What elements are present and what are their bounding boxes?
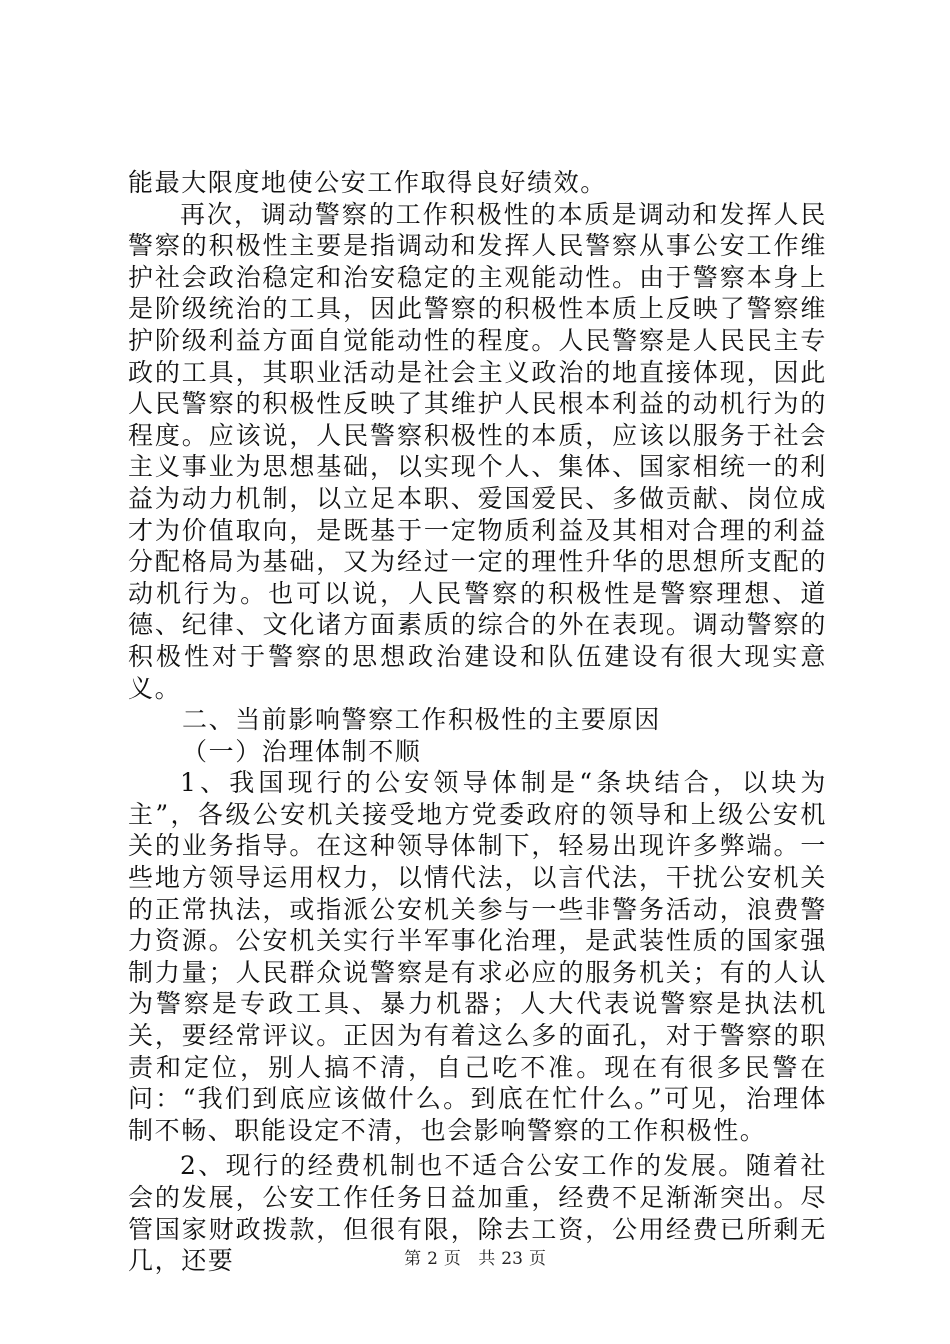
paragraph-essence: 再次，调动警察的工作积极性的本质是调动和发挥人民警察的积极性主要是指调动和发挥人民警察从事公安工作维护社会政治稳定和治安稳定的主观能动性。由于警察本身上是阶级统治的工具，因此警察的积极性本质上反映了警察维护阶级利益方面自觉能动性的程度。人民警察是人民民主专政的工具，其职业活动是社会主义政治的地直接体现，因此人民警察的积极性反映了其维护人民根本利益的动机行为的程度。应该说，人民警察积极性的本质，应该以服务于社会主义事业为思想基础，以实现个人、集体、国家相统一的利益为动力机制，以立足本职、爱国爱民、多做贡献、岗位成才为价值取向，是既基于一定物质利益及其相对合理的利益分配格局为基础，又为经过一定的理性升华的思想所支配的动机行为。也可以说，人民警察的积极性是警察理想、道德、纪律、文化诸方面素质的综合的外在表现。调动警察的积极性对于警察的思想政治建设和队伍建设有很大现实意义。 [128, 199, 827, 703]
paragraph-continuation: 能最大限度地使公安工作取得良好绩效。 [128, 168, 607, 197]
page-footer [0, 1244, 950, 1269]
paragraph-point-2: 2、现行的经费机制也不适合公安工作的发展。随着社会的发展，公安工作任务日益加重，经费不足渐渐突出。尽管国家财政拨款，但很有限，除去工资，公用经费已所剩无几，还要 [128, 1151, 827, 1276]
section-heading: 二、当前影响警察工作积极性的主要原因 [182, 705, 661, 735]
page-number: 第 2 页 [404, 1249, 461, 1269]
paragraph-point-1: 1、我国现行的公安领导体制是“条块结合，以块为主”，各级公安机关接受地方党委政府的领导和上级公安机关的业务指导。在这种领导体制下，轻易出现许多弊端。一些地方领导运用权力，以情代法，以言代法，干扰公安机关的正常执法，或指派公安机关参与一些非警务活动，浪费警力资源。公安机关实行半军事化治理，是武装性质的国家强制力量；人民群众说警察是有求必应的服务机关；有的人认为警察是专政工具、暴力机器；人大代表说警察是执法机关，要经常评议。正因为有着这么多的面孔，对于警察的职责和定位，别人搞不清，自己吃不准。现在有很多民警在问：“我们到底应该做什么。到底在忙什么。”可见，治理体制不畅、职能设定不清，也会影响警察的工作积极性。 [128, 768, 827, 1145]
page-total: 共 23 页 [478, 1249, 546, 1269]
subsection-heading: （一）治理体制不顺 [182, 736, 422, 766]
document-body [128, 167, 827, 1277]
